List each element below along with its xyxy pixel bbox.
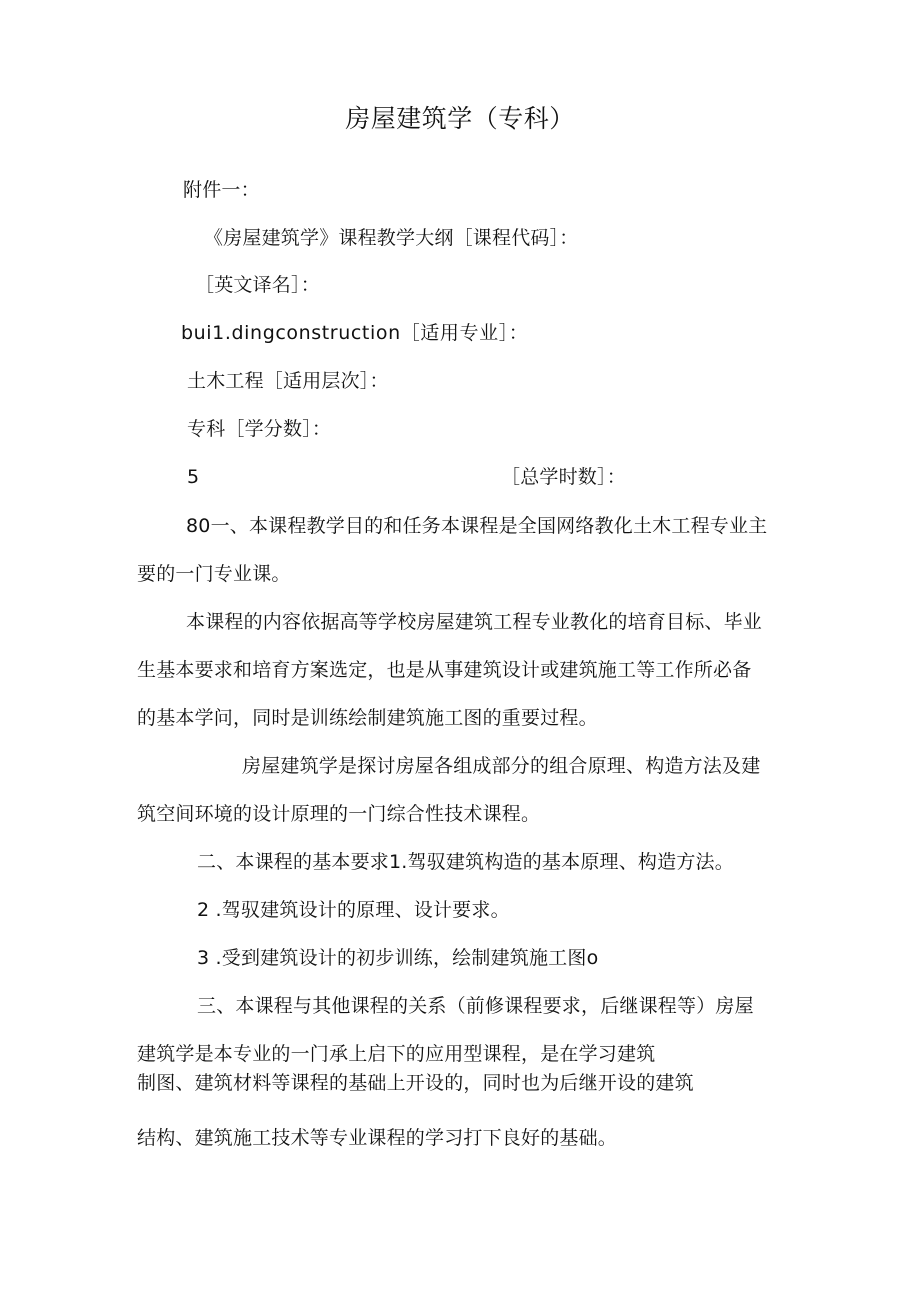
- syllabus-line: 《房屋建筑学》课程教学大纲［课程代码］：: [204, 227, 579, 249]
- section3-line4: 结构、建筑施工技术等专业课程的学习打下良好的基础。: [137, 1127, 618, 1149]
- section2-line: 二、本课程的基本要求1.驾驭建筑构造的基本原理、构造方法。: [197, 851, 734, 873]
- para3-line2: 筑空间环境的设计原理的一门综合性技术课程。: [137, 803, 541, 825]
- section2-item3: 3 .受到建筑设计的初步训练，绘制建筑施工图o: [197, 947, 599, 969]
- section3-line2: 建筑学是本专业的一门承上启下的应用型课程，是在学习建筑: [137, 1043, 656, 1065]
- section3-line1: 三、本课程与其他课程的关系（前修课程要求，后继课程等）房屋: [197, 995, 754, 1017]
- document-title: 房屋建筑学（专科）: [345, 104, 575, 133]
- english-name-label: ［英文译名］：: [195, 274, 320, 296]
- credits-value: 5: [187, 466, 200, 488]
- section1-line1: 80一、本课程教学目的和任务本课程是全国网络教化土木工程专业主: [186, 515, 768, 537]
- section1-line2: 要的一门专业课。: [137, 563, 291, 585]
- para3-line1: 房屋建筑学是探讨房屋各组成部分的组合原理、构造方法及建: [242, 755, 761, 777]
- section2-item2: 2 .驾驭建筑设计的原理、设计要求。: [197, 899, 510, 921]
- para2-line2: 生基本要求和培育方案选定，也是从事建筑设计或建筑施工等工作所必备: [137, 659, 752, 681]
- major-line: 土木工程［适用层次］：: [187, 370, 389, 392]
- section3-line3: 制图、建筑材料等课程的基础上开设的，同时也为后继开设的建筑: [137, 1072, 694, 1094]
- para2-line3: 的基本学问，同时是训练绘制建筑施工图的重要过程。: [137, 707, 598, 729]
- level-line: 专科［学分数］：: [187, 418, 332, 440]
- total-hours-label: ［总学时数］：: [501, 466, 626, 488]
- para2-line1: 本课程的内容依据高等学校房屋建筑工程专业教化的培育目标、毕业: [186, 611, 763, 633]
- attachment-label: 附件一：: [183, 179, 260, 201]
- english-name-line: bui1.dingconstruction［适用专业］：: [181, 322, 529, 344]
